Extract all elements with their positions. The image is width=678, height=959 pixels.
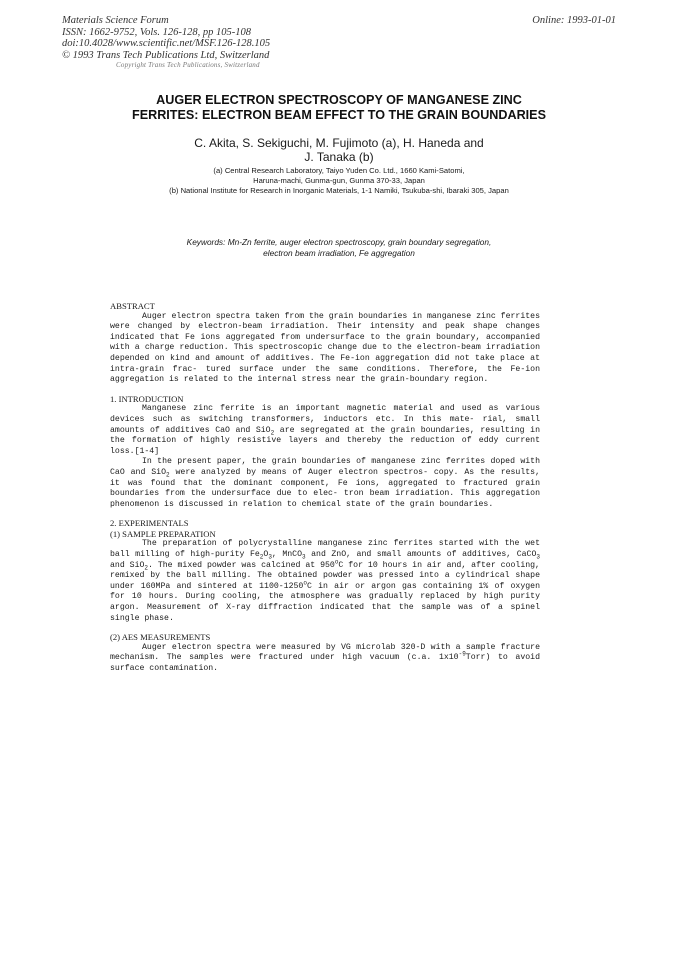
keywords-line-2: electron beam irradiation, Fe aggregation — [263, 247, 415, 258]
aes-measurements-heading: (2) AES MEASUREMENTS — [110, 632, 211, 643]
main-body — [110, 301, 540, 675]
online-date: Online: 1993-01-01 — [532, 15, 616, 26]
affiliation-a-line-1: (a) Central Research Laboratory, Taiyo Yuden Co. Ltd., 1660 Kami-Satomi, — [213, 166, 465, 175]
authors-line-2: J. Tanaka (b) — [304, 149, 374, 164]
journal-header — [62, 15, 270, 61]
intro-paragraph-2: In the present paper, the grain boundaries of manganese zinc ferrites doped with CaO and SiO$_2$ were analyzed by means of Auger electron spectros- copy. As the results, it was found that the dominant component, Fe ions, aggregated to fractured grain boundaries from the undersurface due to elec- tron beam irradiation. This aggregation phenomenon is discussed in relation to chemical state of the grain boundaries. — [110, 457, 540, 509]
affiliations — [80, 166, 598, 195]
abstract-heading: ABSTRACT — [110, 301, 155, 311]
authors — [90, 137, 588, 164]
intro-paragraph-1: Manganese zinc ferrite is an important magnetic material and used as various devices such as switching transformers, inductors etc. In this mate- rial, small amounts of additives CaO and SiO$_2$ are segregated at the grain boundaries, resulting in the formation of highly resistive layers and thereby the reduction of eddy current loss.[1-4] — [110, 404, 540, 456]
title-line-2: FERRITES: ELECTRON BEAM EFFECT TO THE GRAIN BOUNDARIES — [132, 107, 546, 122]
aes-measurements-text: Auger electron spectra were measured by VG microlab 320-D with a sample fracture mechanism. The samples were fractured under high vacuum (c.a. $1x10^{-9}Torr$) to avoid surface contamination. — [110, 642, 540, 673]
keywords-line-1: Keywords: Mn-Zn ferrite, auger electron spectroscopy, grain boundary segregation, — [186, 237, 492, 247]
title-line-1: AUGER ELECTRON SPECTROSCOPY OF MANGANESE ZINC — [156, 93, 522, 107]
keywords — [100, 237, 578, 258]
affiliation-a-line-2: Haruna-machi, Gunma-gun, Gunma 370-33, Japan — [253, 175, 425, 185]
doi: doi:10.4028/www.scientific.net/MSF.126-128.105 — [62, 38, 271, 50]
experimentals-heading: 2. EXPERIMENTALS — [110, 518, 189, 529]
intro-heading: 1. INTRODUCTION — [110, 393, 184, 404]
paper-title — [80, 93, 598, 122]
faint-copyright: Copyright Trans Tech Publications, Switzerland — [116, 61, 260, 69]
affiliation-b: (b) National Institute for Research in Inorganic Materials, 1-1 Namiki, Tsukuba-shi, Ibaraki 305, Japan — [169, 185, 509, 195]
sample-preparation-heading: (1) SAMPLE PREPARATION — [110, 528, 216, 539]
abstract-text: Auger electron spectra taken from the grain boundaries in manganese zinc ferrites were changed by electron-beam irradiation. Their intensity and peak shape changes indicated that Fe ions aggregated from undersurface to the grain boundary, accompanied with a charge reduction. This spectroscopic change due to the electron-beam irradiation depended on kind and amount of additives. The Fe-ion aggregation did not take place at intra-grain frac- tured surface under the same conditions. Therefore, the Fe-ion aggregation is related to the internal stress near the grain-boundary region. — [110, 311, 540, 385]
sample-preparation-text: The preparation of polycrystalline manganese zinc ferrites started with the wet ball milling of high-purity $Fe_2O_3$, MnCO$_3$ and ZnO, and small amounts of additives, CaCO$_3$ and SiO$_2$. The mixed powder was calcined at 950$^o$C for 10 hours in air and, after cooling, remixed by the ball milling. The obtained powder was pressed into a cylindrical shape under 160MPa and sintered at 1100-1250$^o$C in air or argon gas containing 1% of oxygen for 10 hours. During cooling, the atmosphere was gradually replaced by high purity argon. Measurement of X-ray diffraction indicated that the sample was of a spinel single phase. — [110, 539, 540, 623]
copyright: © 1993 Trans Tech Publications Ltd, Switzerland — [62, 49, 270, 61]
journal-name: Materials Science Forum — [62, 15, 169, 26]
issn: ISSN: 1662-9752, Vols. 126-128, pp 105-108 — [62, 26, 251, 38]
authors-line-1: C. Akita, S. Sekiguchi, M. Fujimoto (a), H. Haneda and — [194, 136, 484, 150]
